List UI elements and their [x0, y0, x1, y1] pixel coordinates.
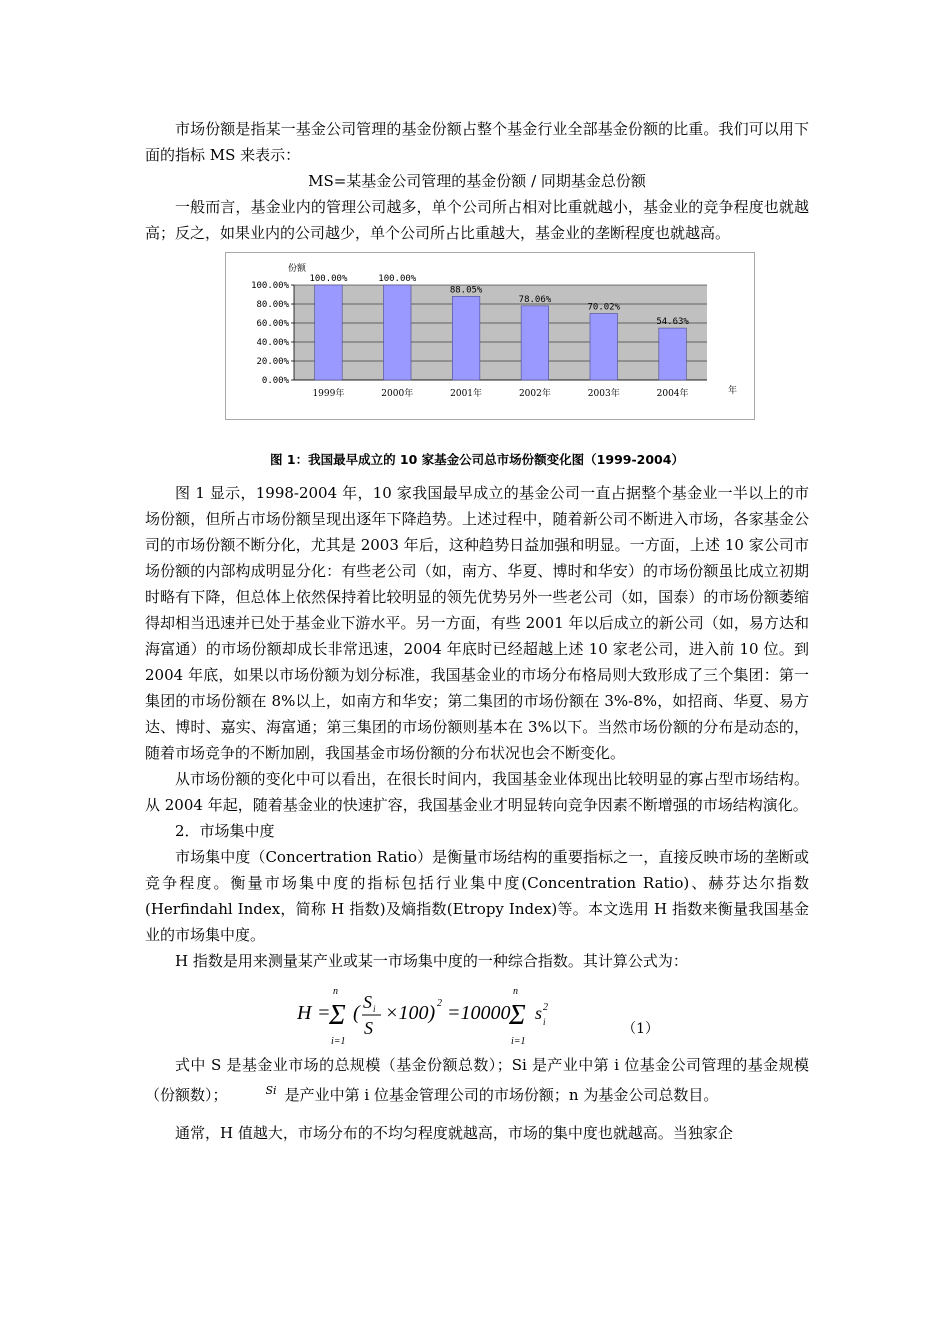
data-label: 88.05%: [449, 285, 483, 296]
x-tick-label: 2001年: [450, 389, 483, 399]
svg-text:=: =: [317, 1002, 331, 1024]
bar: [315, 285, 343, 380]
bar: [383, 285, 411, 380]
data-label: 54.63%: [656, 317, 689, 328]
si-symbol: Si: [265, 1084, 277, 1097]
y-axis-label: 份额: [288, 264, 307, 274]
x-tick-label: 2000年: [381, 389, 414, 399]
svg-text:n: n: [333, 986, 338, 997]
data-label: 100.00%: [378, 274, 417, 284]
y-tick-label: 40.00%: [256, 338, 289, 348]
formula-number: （1）: [622, 1021, 659, 1037]
paragraph-competition: 一般而言，基金业内的管理公司越多，单个公司所占相对比重就越小，基金业的竞争程度也就越高；反之，如果业内的公司越少，单个公司所占比重越大，基金业的垄断程度也就越高。: [145, 198, 809, 242]
svg-text:S: S: [363, 992, 372, 1012]
document-page: [145, 116, 809, 1146]
paragraph-h-value-meaning: 通常，H 值越大，市场分布的不均匀程度就越高，市场的集中度也就越高。当独家企: [175, 1124, 733, 1142]
h-index-formula-row: [145, 976, 809, 1052]
ms-formula: MS=某基金公司管理的基金份额 / 同期基金总份额: [308, 172, 646, 190]
paragraph-market-share-definition: 市场份额是指某一基金公司管理的基金份额占整个基金行业全部基金份额的比重。我们可以用下面的指标 MS 来表示：: [145, 120, 809, 164]
svg-text:n: n: [513, 986, 518, 997]
variable-definitions-part2: 是产业中第 i 位基金管理公司的市场份额；n 为基金公司总数目。: [284, 1086, 719, 1104]
svg-text:i=1: i=1: [511, 1036, 526, 1047]
y-tick-label: 20.00%: [256, 357, 289, 367]
bar: [659, 328, 687, 380]
paragraph-variable-definitions: [145, 1052, 809, 1108]
data-label: 100.00%: [309, 274, 348, 284]
svg-text:H: H: [297, 1002, 312, 1024]
svg-text:2: 2: [543, 1002, 548, 1013]
svg-text:(: (: [353, 1002, 360, 1024]
paragraph-concentration-ratio: 市场集中度（Concertration Ratio）是衡量市场结构的重要指标之一，直接反映市场的垄断或竞争程度。衡量市场集中度的指标包括行业集中度(Concentration Ratio)、赫芬达尔指数(Herfindahl Index，简称 H 指数)及熵指数(Etropy Index)等。本文选用 H 指数来衡量我国基金业的市场集中度。: [145, 848, 809, 944]
svg-text:i: i: [543, 1017, 546, 1027]
svg-text:2: 2: [437, 998, 442, 1009]
svg-text:Σ: Σ: [329, 1000, 346, 1031]
figure-caption: 图 1：我国最早成立的 10 家基金公司总市场份额变化图（1999-2004）: [270, 452, 684, 467]
paragraph-oligopoly: 从市场份额的变化中可以看出，在很长时间内，我国基金业体现出比较明显的寡占型市场结构。从 2004 年起，随着基金业的快速扩容，我国基金业才明显转向竞争因素不断增强的市场结构演化。: [145, 770, 809, 814]
x-tick-label: 2002年: [518, 389, 551, 399]
svg-text:i: i: [373, 1004, 376, 1014]
data-label: 70.02%: [587, 302, 621, 313]
x-tick-label: 2003年: [587, 389, 620, 399]
svg-text:=10000: =10000: [447, 1002, 511, 1024]
bar: [590, 313, 618, 380]
y-tick-label: 0.00%: [261, 376, 289, 386]
x-tick-label: 1999年: [312, 389, 345, 399]
data-label: 78.06%: [518, 294, 552, 305]
paragraph-h-index-intro: H 指数是用来测量某产业或某一市场集中度的一种综合指数。其计算公式为：: [175, 952, 688, 970]
bar: [521, 306, 549, 380]
x-axis-label: 年: [728, 386, 738, 396]
svg-text:Σ: Σ: [509, 1000, 526, 1031]
svg-text:i=1: i=1: [331, 1036, 346, 1047]
x-tick-label: 2004年: [656, 389, 689, 399]
chart-svg: [226, 253, 754, 419]
market-share-chart: [225, 252, 755, 420]
h-index-formula: [297, 982, 577, 1052]
y-tick-label: 60.00%: [256, 319, 289, 329]
variable-definitions-part1: 式中 S 是基金业市场的总规模（基金份额总数）；Si 是产业中第 i 位基金公司管理的基金规模（份额数）；: [145, 1056, 809, 1104]
y-tick-label: 100.00%: [251, 281, 289, 291]
section-heading-concentration: 2．市场集中度: [175, 822, 275, 840]
svg-text:×100): ×100): [385, 1002, 436, 1024]
plot-area: [294, 285, 707, 380]
paragraph-figure-analysis: 图 1 显示，1998-2004 年，10 家我国最早成立的基金公司一直占据整个基金业一半以上的市场份额，但所占市场份额呈现出逐年下降趋势。上述过程中，随着新公司不断进入市场，各家基金公司的市场份额不断分化，尤其是 2003 年后，这种趋势日益加强和明显。一方面，上述 10 家公司市场份额的内部构成明显分化：有些老公司（如，南方、华夏、博时和华安）的市场份额虽比成立初期时略有下降，但总体上依然保持着比较明显的领先优势另外一些老公司（如，国泰）的市场份额萎缩得却相当迅速并已处于基金业下游水平。另一方面，有些 2001 年以后成立的新公司（如，易方达和海富通）的市场份额却成长非常迅速，2004 年底时已经超越上述 10 家老公司，进入前 10 位。到 2004 年底，如果以市场份额为划分标准，我国基金业的市场分布格局则大致形成了三个集团：第一集团的市场份额在 8%以上，如南方和华安；第二集团的市场份额在 3%-8%，如招商、华夏、易方达、博时、嘉实、海富通；第三集团的市场份额则基本在 3%以下。当然市场份额的分布是动态的，随着市场竞争的不断加剧，我国基金市场份额的分布状况也会不断变化。: [145, 484, 809, 762]
svg-text:s: s: [535, 1003, 543, 1023]
y-tick-label: 80.00%: [256, 300, 289, 310]
svg-text:S: S: [364, 1018, 373, 1038]
bar: [452, 296, 480, 380]
